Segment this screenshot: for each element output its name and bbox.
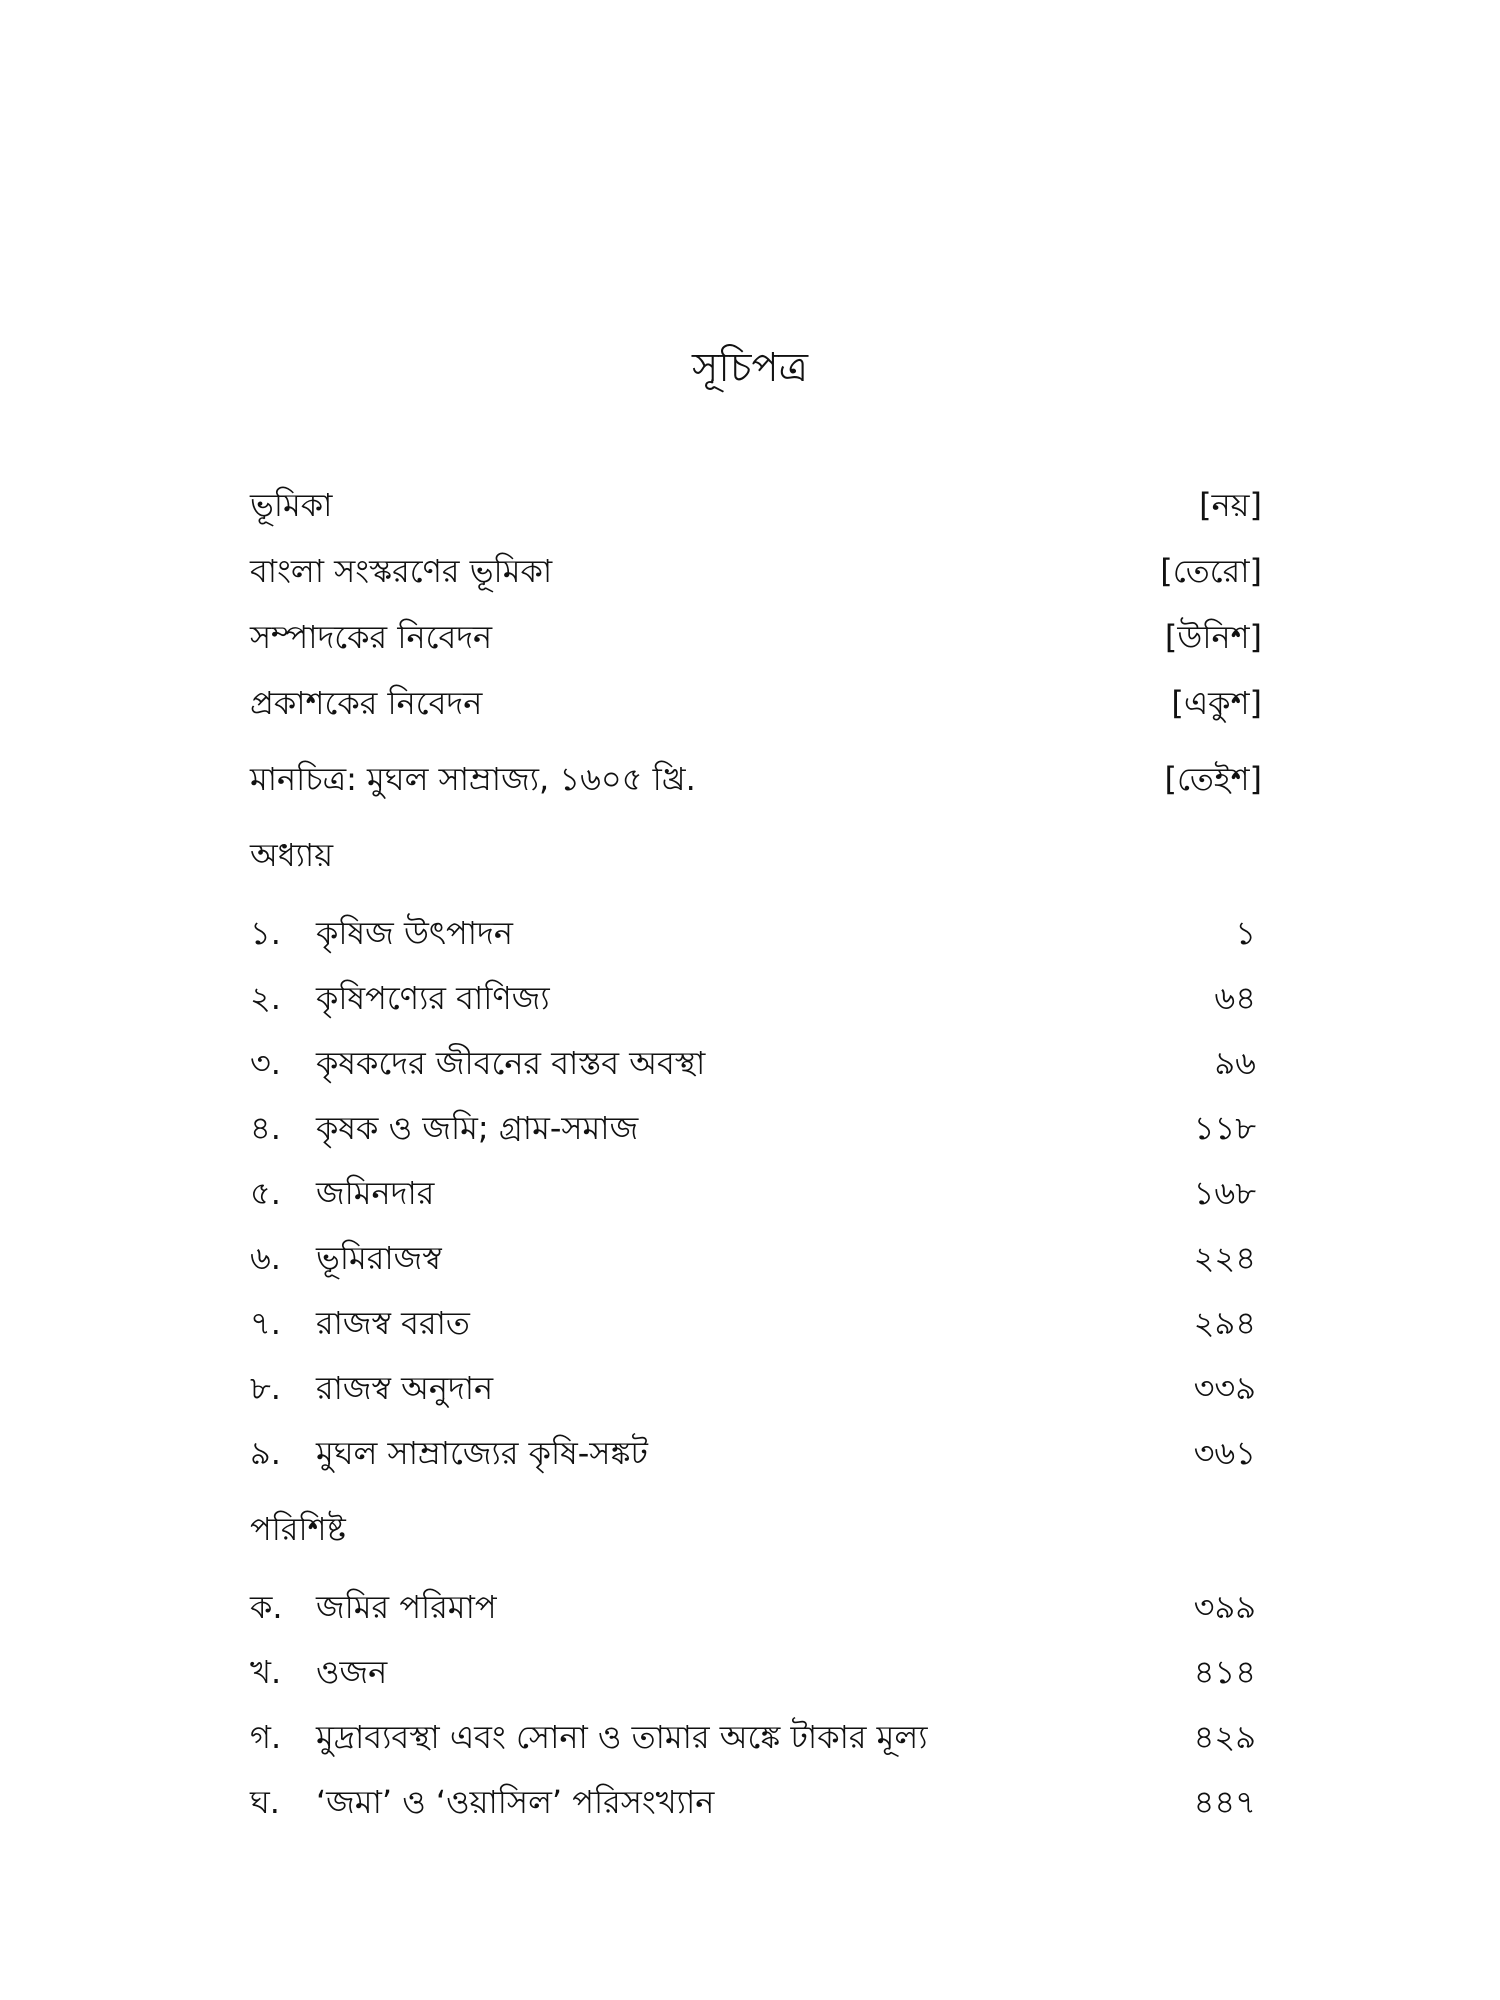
toc-row-chapter <box>250 1428 1262 1478</box>
toc-page-ref: ৩৯৯ <box>1193 1588 1256 1626</box>
toc-entry-label: কৃষিজ উৎপাদন <box>316 914 513 952</box>
toc-page-ref: ১৬৮ <box>1193 1174 1256 1212</box>
toc-entry-label: কৃষকদের জীবনের বাস্তব অবস্থা <box>316 1044 706 1082</box>
toc-entry-label: মুঘল সাম্রাজ্যের কৃষি-সঙ্কট <box>316 1434 648 1472</box>
toc-entry-number: ৭. <box>250 1304 281 1342</box>
toc-row-chapter <box>250 1038 1262 1088</box>
toc-page-ref: [তেরো] <box>1160 552 1262 590</box>
toc-page-ref: [উনিশ] <box>1164 618 1262 656</box>
toc-entry-number: ৩. <box>250 1044 281 1082</box>
toc-entry-label: বাংলা সংস্করণের ভূমিকা <box>250 552 553 590</box>
toc-page-ref: ৬৪ <box>1214 979 1256 1017</box>
chapters-heading: অধ্যায় <box>250 836 334 874</box>
toc-page-ref: ১১৮ <box>1193 1109 1256 1147</box>
toc-entry-label: ওজন <box>316 1653 388 1691</box>
toc-page-ref: ১ <box>1235 914 1256 952</box>
toc-row-chapter <box>250 1298 1262 1348</box>
toc-entry-label: মানচিত্র: মুঘল সাম্রাজ্য, ১৬০৫ খ্রি. <box>250 760 696 798</box>
toc-page-ref: ৯৬ <box>1214 1044 1256 1082</box>
toc-page-ref: ২৯৪ <box>1193 1304 1256 1342</box>
toc-entry-label: ভূমিকা <box>250 486 333 524</box>
toc-row-chapter <box>250 1103 1262 1153</box>
toc-entry-label: জমিনদার <box>316 1174 435 1212</box>
toc-entry-number: ৬. <box>250 1239 281 1277</box>
toc-entry-label: প্রকাশকের নিবেদন <box>250 684 483 722</box>
toc-page-ref: [একুশ] <box>1171 684 1262 722</box>
page-title: সূচিপত্র <box>692 345 808 391</box>
toc-row-chapter <box>250 973 1262 1023</box>
toc-page-ref: [তেইশ] <box>1164 760 1262 798</box>
toc-row-front <box>250 678 1262 728</box>
toc-page-ref: ৪২৯ <box>1193 1718 1256 1756</box>
toc-entry-label: রাজস্ব বরাত <box>316 1304 470 1342</box>
toc-entry-number: ৪. <box>250 1109 281 1147</box>
toc-row-front <box>250 480 1262 530</box>
toc-page-ref: ৪১৪ <box>1193 1653 1256 1691</box>
toc-row-appendix <box>250 1647 1262 1697</box>
toc-row-front <box>250 612 1262 662</box>
toc-entry-number: ২. <box>250 979 281 1017</box>
toc-row-appendix <box>250 1712 1262 1762</box>
toc-entry-label: জমির পরিমাপ <box>316 1588 497 1626</box>
toc-entry-label: কৃষক ও জমি; গ্রাম-সমাজ <box>316 1109 639 1147</box>
toc-entry-label: মুদ্রাব্যবস্থা এবং সোনা ও তামার অঙ্কে টাকার মূল্য <box>316 1718 928 1756</box>
toc-entry-number: ঘ. <box>250 1783 280 1821</box>
toc-row-appendix <box>250 1777 1262 1827</box>
toc-page-ref: ৩৩৯ <box>1193 1369 1256 1407</box>
toc-page-ref: ২২৪ <box>1193 1239 1256 1277</box>
toc-row-front <box>250 546 1262 596</box>
toc-row-chapter <box>250 1168 1262 1218</box>
toc-row-chapter <box>250 908 1262 958</box>
toc-page-ref: ৪৪৭ <box>1193 1783 1256 1821</box>
toc-row-chapter <box>250 1363 1262 1413</box>
toc-entry-number: ক. <box>250 1588 283 1626</box>
toc-entry-number: ৮. <box>250 1369 281 1407</box>
toc-entry-number: খ. <box>250 1653 282 1691</box>
toc-row-chapter <box>250 1233 1262 1283</box>
toc-entry-number: ৫. <box>250 1174 281 1212</box>
toc-entry-label: রাজস্ব অনুদান <box>316 1369 494 1407</box>
toc-page-ref: ৩৬১ <box>1193 1434 1256 1472</box>
toc-page-ref: [নয়] <box>1199 486 1262 524</box>
toc-entry-number: গ. <box>250 1718 282 1756</box>
toc-entry-label: কৃষিপণ্যের বাণিজ্য <box>316 979 550 1017</box>
toc-entry-label: ভূমিরাজস্ব <box>316 1239 442 1277</box>
toc-row-front <box>250 754 1262 804</box>
toc-row-appendix <box>250 1582 1262 1632</box>
appendix-heading: পরিশিষ্ট <box>250 1510 346 1548</box>
toc-entry-label: সম্পাদকের নিবেদন <box>250 618 493 656</box>
toc-entry-label: ‘জমা’ ও ‘ওয়াসিল’ পরিসংখ্যান <box>316 1783 715 1821</box>
toc-entry-number: ৯. <box>250 1434 281 1472</box>
toc-entry-number: ১. <box>250 914 281 952</box>
